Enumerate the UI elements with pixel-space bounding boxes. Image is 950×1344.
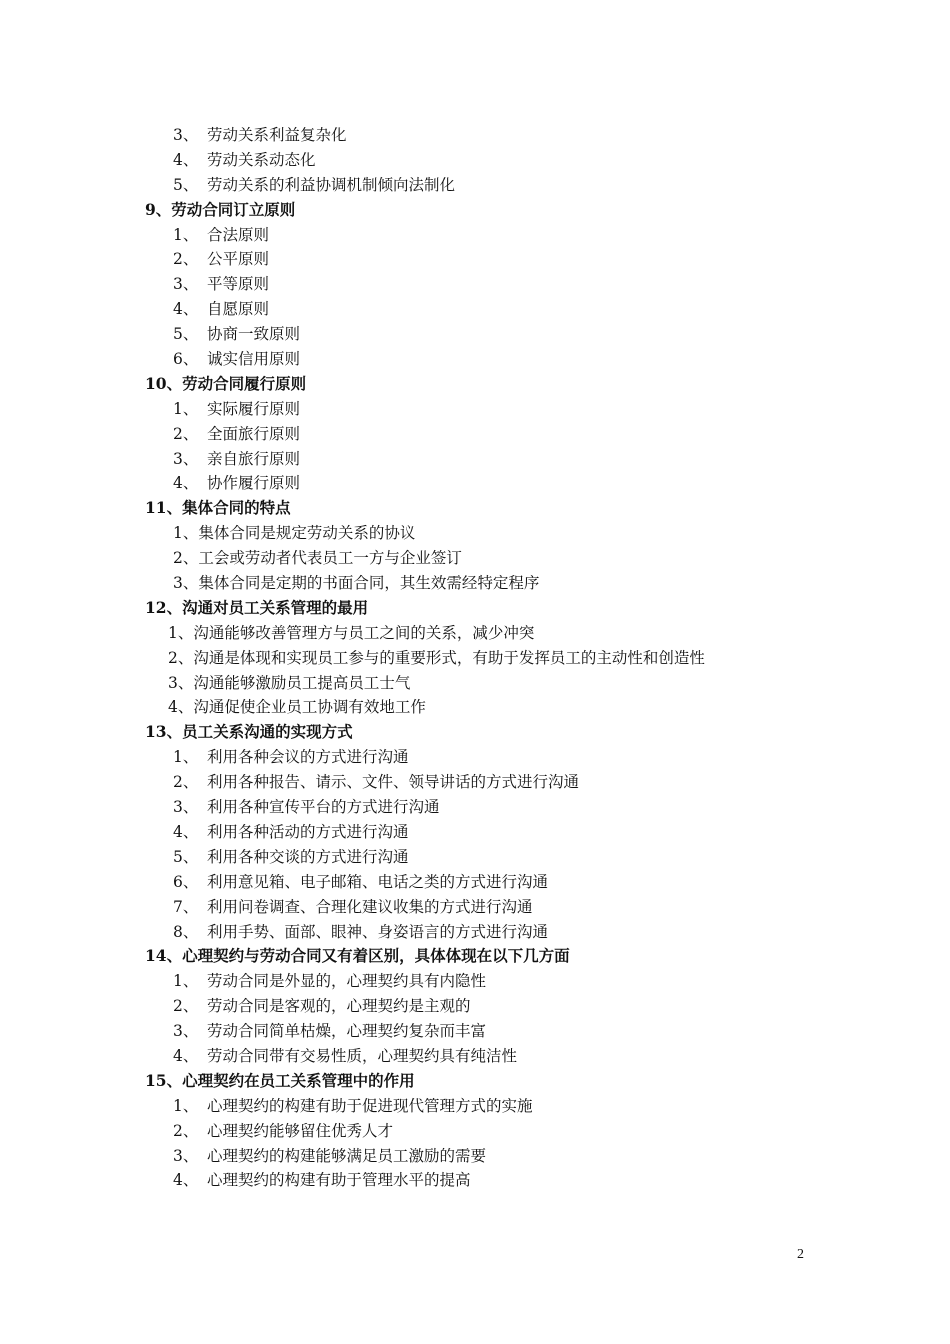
list-item-number: 4、	[173, 1046, 199, 1065]
list-item-text: 心理契约的构建能够满足员工激励的需要	[207, 1146, 487, 1165]
list-item-text: 平等原则	[207, 275, 270, 294]
list-item-number: 5、	[173, 325, 199, 344]
list-item-number: 2、	[173, 1121, 199, 1140]
list-item	[0, 845, 950, 870]
list-item	[0, 297, 950, 322]
page-number: 2	[797, 1247, 804, 1262]
list-item-text: 全面旅行原则	[207, 424, 301, 443]
list-item-number: 5、	[173, 175, 199, 194]
list-item-text: 心理契约的构建有助于促进现代管理方式的实施	[207, 1096, 533, 1115]
list-item-text: 诚实信用原则	[207, 350, 301, 369]
list-item-number: 5、	[173, 847, 199, 866]
list-item-number: 3、	[173, 1022, 199, 1041]
list-item-number: 4、	[173, 300, 199, 319]
list-item-number: 1、	[173, 225, 199, 244]
list-item-text: 利用意见箱、电子邮箱、电话之类的方式进行沟通	[207, 872, 549, 891]
list-item: 2、沟通是体现和实现员工参与的重要形式，有助于发挥员工的主动性和创造性	[168, 648, 705, 667]
list-item-text: 劳动关系动态化	[207, 150, 316, 169]
list-item	[0, 1168, 950, 1193]
list-item	[0, 1119, 950, 1144]
list-item: 1、集体合同是规定劳动关系的协议	[173, 524, 416, 543]
list-item: 2、工会或劳动者代表员工一方与企业签订	[173, 549, 462, 568]
list-item-text: 利用各种宣传平台的方式进行沟通	[207, 798, 440, 817]
list-item-number: 3、	[173, 449, 199, 468]
list-item-number: 2、	[173, 773, 199, 792]
list-item-text: 亲自旅行原则	[207, 449, 301, 468]
list-item-text: 劳动合同是外显的，心理契约具有内隐性	[207, 972, 487, 991]
list-item-text: 劳动合同是客观的，心理契约是主观的	[207, 997, 471, 1016]
list-item	[0, 173, 950, 198]
list-item-number: 3、	[173, 798, 199, 817]
list-item-number: 1、	[173, 399, 199, 418]
section-heading: 10、劳动合同履行原则	[145, 373, 307, 393]
list-item-text: 合法原则	[207, 225, 270, 244]
list-item-number: 4、	[173, 1171, 199, 1190]
document-body	[0, 123, 950, 1193]
list-item	[0, 1019, 950, 1044]
list-item-number: 3、	[173, 275, 199, 294]
section-heading: 13、员工关系沟通的实现方式	[145, 722, 353, 742]
list-item-number: 3、	[173, 126, 199, 144]
list-item-number: 6、	[173, 350, 199, 369]
list-item-number: 7、	[173, 897, 199, 916]
list-item: 3、集体合同是定期的书面合同，其生效需经特定程序	[173, 574, 540, 593]
list-item-text: 心理契约的构建有助于管理水平的提高	[207, 1171, 471, 1190]
list-item-text: 劳动关系利益复杂化	[207, 126, 347, 144]
list-item-number: 1、	[173, 1096, 199, 1115]
list-item	[0, 471, 950, 496]
section-heading: 9、劳动合同订立原则	[145, 199, 296, 219]
list-item-number: 4、	[173, 150, 199, 169]
section-heading: 15、心理契约在员工关系管理中的作用	[145, 1070, 415, 1090]
list-item	[0, 272, 950, 297]
list-item	[0, 770, 950, 795]
list-item-text: 实际履行原则	[207, 399, 301, 418]
list-item	[0, 447, 950, 472]
list-item	[0, 397, 950, 422]
section-heading: 11、集体合同的特点	[145, 498, 291, 518]
list-item	[0, 795, 950, 820]
list-item	[0, 1094, 950, 1119]
list-item-text: 利用问卷调查、合理化建议收集的方式进行沟通	[207, 897, 533, 916]
list-item-text: 利用各种交谈的方式进行沟通	[207, 847, 409, 866]
list-item-number: 1、	[173, 748, 199, 767]
list-item	[0, 247, 950, 272]
list-item-number: 4、	[173, 474, 199, 493]
list-item-text: 利用各种活动的方式进行沟通	[207, 822, 409, 841]
section-heading: 14、心理契约与劳动合同又有着区别，具体体现在以下几方面	[145, 946, 570, 966]
list-item-text: 利用手势、面部、眼神、身姿语言的方式进行沟通	[207, 922, 549, 941]
list-item-text: 公平原则	[207, 250, 270, 269]
list-item	[0, 422, 950, 447]
list-item: 1、沟通能够改善管理方与员工之间的关系，减少冲突	[168, 623, 535, 642]
list-item-number: 2、	[173, 424, 199, 443]
list-item-number: 1、	[173, 972, 199, 991]
list-item	[0, 745, 950, 770]
list-item	[0, 322, 950, 347]
list-item-number: 8、	[173, 922, 199, 941]
list-item-text: 劳动合同简单枯燥，心理契约复杂而丰富	[207, 1022, 487, 1041]
list-item	[0, 895, 950, 920]
list-item	[0, 820, 950, 845]
list-item	[0, 223, 950, 248]
list-item	[0, 870, 950, 895]
list-item-number: 6、	[173, 872, 199, 891]
list-item-text: 利用各种报告、请示、文件、领导讲话的方式进行沟通	[207, 773, 580, 792]
list-item-text: 劳动合同带有交易性质，心理契约具有纯洁性	[207, 1046, 518, 1065]
section-heading: 12、沟通对员工关系管理的最用	[145, 597, 369, 617]
list-item-text: 劳动关系的利益协调机制倾向法制化	[207, 175, 456, 194]
list-item	[0, 920, 950, 945]
list-item-number: 2、	[173, 997, 199, 1016]
list-item: 3、沟通能够激励员工提高员工士气	[168, 673, 411, 692]
list-item-text: 协商一致原则	[207, 325, 301, 344]
list-item-text: 协作履行原则	[207, 474, 301, 493]
list-item	[0, 148, 950, 173]
list-item	[0, 347, 950, 372]
list-item: 4、沟通促使企业员工协调有效地工作	[168, 698, 426, 717]
list-item-text: 自愿原则	[207, 300, 270, 319]
list-item	[0, 969, 950, 994]
list-item-number: 4、	[173, 822, 199, 841]
list-item	[0, 1144, 950, 1169]
list-item-text: 利用各种会议的方式进行沟通	[207, 748, 409, 767]
list-item-number: 2、	[173, 250, 199, 269]
list-item-number: 3、	[173, 1146, 199, 1165]
list-item	[0, 1044, 950, 1069]
list-item-text: 心理契约能够留住优秀人才	[207, 1121, 394, 1140]
list-item	[0, 123, 950, 148]
list-item	[0, 994, 950, 1019]
